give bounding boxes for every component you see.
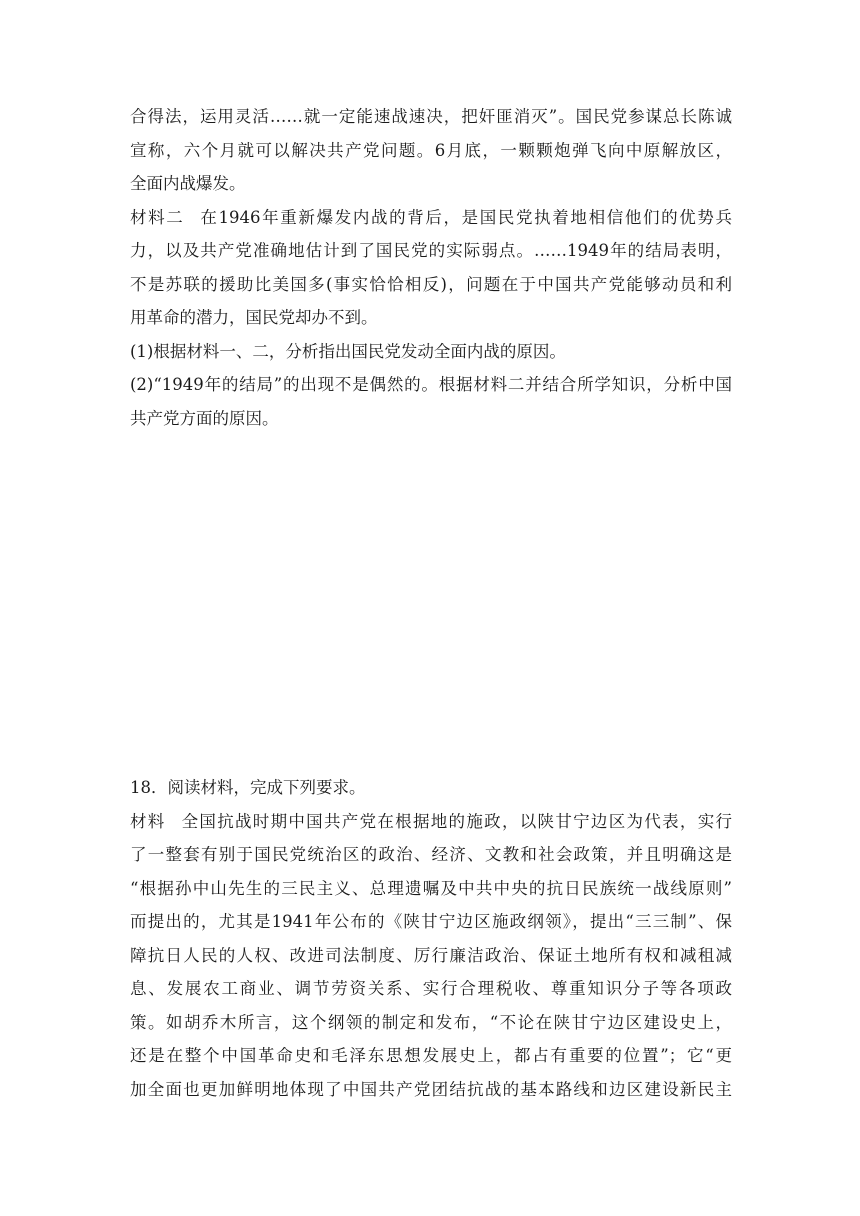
question-17-section	[130, 100, 732, 435]
material-two-line: 用革命的潜力，国民党却办不到。	[130, 308, 378, 327]
material-two-tag: 材料二	[130, 207, 185, 227]
material-one-line: 合得法，运用灵活……就一定能速战速决，把奸匪消灭”。国民党参谋总长陈诚	[130, 107, 732, 126]
question-18-material-tag: 材料	[130, 811, 166, 831]
question-18-text: 全国抗战时期中国共产党在根据地的施政，以陕甘宁边区为代表，实行	[181, 811, 732, 831]
question-18-first-line	[130, 805, 732, 839]
material-two-text: 在1946年重新爆发内战的背后，是国民党执着地相信他们的优势兵	[200, 207, 732, 227]
material-two-line: 力，以及共产党准确地估计到了国民党的实际弱点。……1949年的结局表明，	[130, 241, 732, 260]
question-18-line: 加全面也更加鲜明地体现了中国共产党团结抗战的基本路线和边区建设新民主	[130, 1079, 732, 1099]
material-one-line: 宣称，六个月就可以解决共产党问题。6月底，一颗颗炮弹飞向中原解放区，	[130, 140, 732, 160]
question-17-1: (1)根据材料一、二，分析指出国民党发动全面内战的原因。	[130, 341, 566, 361]
question-17-2-line: 共产党方面的原因。	[130, 408, 279, 428]
question-17-2-line: (2)“1949年的结局”的出现不是偶然的。根据材料二并结合所学知识，分析中国	[130, 375, 732, 394]
question-18-heading: 18．阅读材料，完成下列要求。	[130, 778, 366, 797]
question-18-line: 息、发展农工商业、调节劳资关系、实行合理税收、尊重知识分子等各项政	[130, 979, 732, 998]
question-18-line: 策。如胡乔木所言，这个纲领的制定和发布，“不论在陕甘宁边区建设史上，	[130, 1012, 732, 1032]
question-18-line: 了一整套有别于国民党统治区的政治、经济、文教和社会政策，并且明确这是	[130, 845, 732, 864]
question-18-line: 还是在整个中国革命史和毛泽东思想发展史上，都占有重要的位置”；它“更	[130, 1046, 732, 1065]
question-18-line: “根据孙中山先生的三民主义、总理遗嘱及中共中央的抗日民族统一战线原则”	[130, 878, 732, 898]
question-18-line: 而提出的，尤其是1941年公布的《陕甘宁边区施政纲领》，提出“三三制”、保	[130, 912, 732, 931]
material-one-line: 全面内战爆发。	[130, 174, 246, 193]
question-18-line: 障抗日人民的人权、改进司法制度、厉行廉洁政治、保证土地所有权和减租减	[130, 945, 732, 965]
question-18-section	[130, 771, 732, 1106]
material-two-first-line	[130, 201, 732, 235]
material-two-line: 不是苏联的援助比美国多(事实恰恰相反)，问题在于中国共产党能够动员和利	[130, 274, 732, 294]
